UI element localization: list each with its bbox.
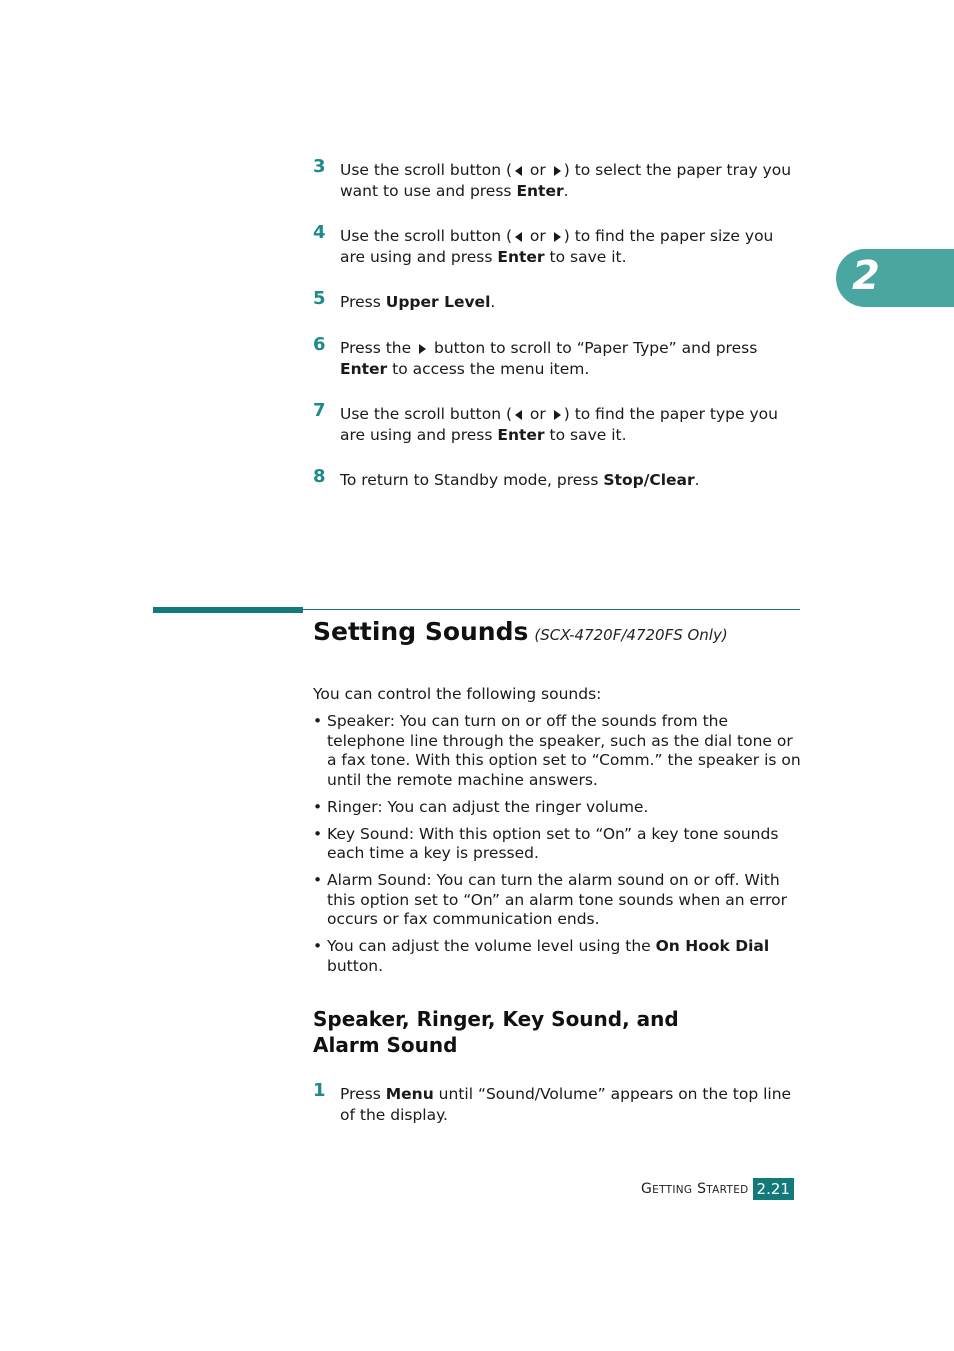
step-5 (313, 288, 803, 313)
scroll-right-arrow-icon (419, 344, 426, 354)
step-8 (313, 466, 803, 491)
section-heading (313, 617, 728, 646)
list-item: • Ringer: You can adjust the ringer volume. (313, 797, 649, 816)
bullet-icon: • (313, 871, 323, 889)
chapter-name: GETTING STARTED (641, 1181, 749, 1197)
step-number: 8 (313, 466, 326, 487)
section-rule-line (303, 609, 800, 610)
section-subtitle: (SCX-4720F/4720FS Only) (534, 626, 728, 644)
step-number: 5 (313, 288, 326, 309)
section-rule-accent (153, 607, 303, 613)
step-7 (313, 400, 803, 445)
step-6 (313, 334, 803, 379)
list-item: • Speaker: You can turn on or off the sounds from the telephone line through the speaker, such as the dial tone or a fax tone. With this option set to “Comm.” the speaker is on until the remote machine answers. (313, 712, 801, 789)
step-number: 1 (313, 1080, 326, 1101)
scroll-left-arrow-icon (515, 410, 522, 420)
bullet-icon: • (313, 824, 323, 843)
page-number: 2.21 (753, 1178, 794, 1200)
step-text: Press Upper Level. (340, 293, 496, 311)
bullet-icon: • (313, 937, 323, 955)
step-text: Use the scroll button ( or ) to find the paper type you are using and press Enter to save it. (340, 405, 778, 444)
subsection-title: Speaker, Ringer, Key Sound, and Alarm Sound (313, 1007, 679, 1057)
step-text: To return to Standby mode, press Stop/Clear. (340, 471, 700, 489)
bullet-icon: • (313, 712, 323, 730)
step-number: 4 (313, 222, 326, 243)
chapter-tab (836, 249, 954, 307)
section-title: Setting Sounds (313, 617, 529, 646)
step-1 (313, 1080, 803, 1125)
sounds-list (313, 712, 803, 984)
scroll-left-arrow-icon (515, 232, 522, 242)
step-number: 7 (313, 400, 326, 421)
scroll-left-arrow-icon (515, 166, 522, 176)
step-text: Use the scroll button ( or ) to find the paper size you are using and press Enter to save it. (340, 227, 774, 266)
list-item: • Alarm Sound: You can turn the alarm sound on or off. With this option set to “On” an alarm tone sounds when an error occurs or fax communication ends. (313, 871, 787, 928)
step-number: 6 (313, 334, 326, 355)
scroll-right-arrow-icon (554, 166, 561, 176)
scroll-right-arrow-icon (554, 232, 561, 242)
page-footer (641, 1178, 794, 1200)
step-4 (313, 222, 803, 267)
step-text: Use the scroll button ( or ) to select the paper tray you want to use and press Enter. (340, 161, 792, 200)
section-intro: You can control the following sounds: (313, 685, 602, 703)
step-3 (313, 156, 803, 201)
step-number: 3 (313, 156, 326, 177)
step-text: Press the button to scroll to “Paper Type” and press Enter to access the menu item. (340, 339, 758, 378)
bullet-icon: • (313, 797, 323, 816)
list-item: • Key Sound: With this option set to “On” a key tone sounds each time a key is pressed. (313, 824, 779, 862)
chapter-number: 2 (852, 253, 880, 299)
scroll-right-arrow-icon (554, 410, 561, 420)
list-item: • You can adjust the volume level using the On Hook Dial button. (313, 937, 770, 975)
step-text: Press Menu until “Sound/Volume” appears on the top line of the display. (340, 1085, 792, 1124)
